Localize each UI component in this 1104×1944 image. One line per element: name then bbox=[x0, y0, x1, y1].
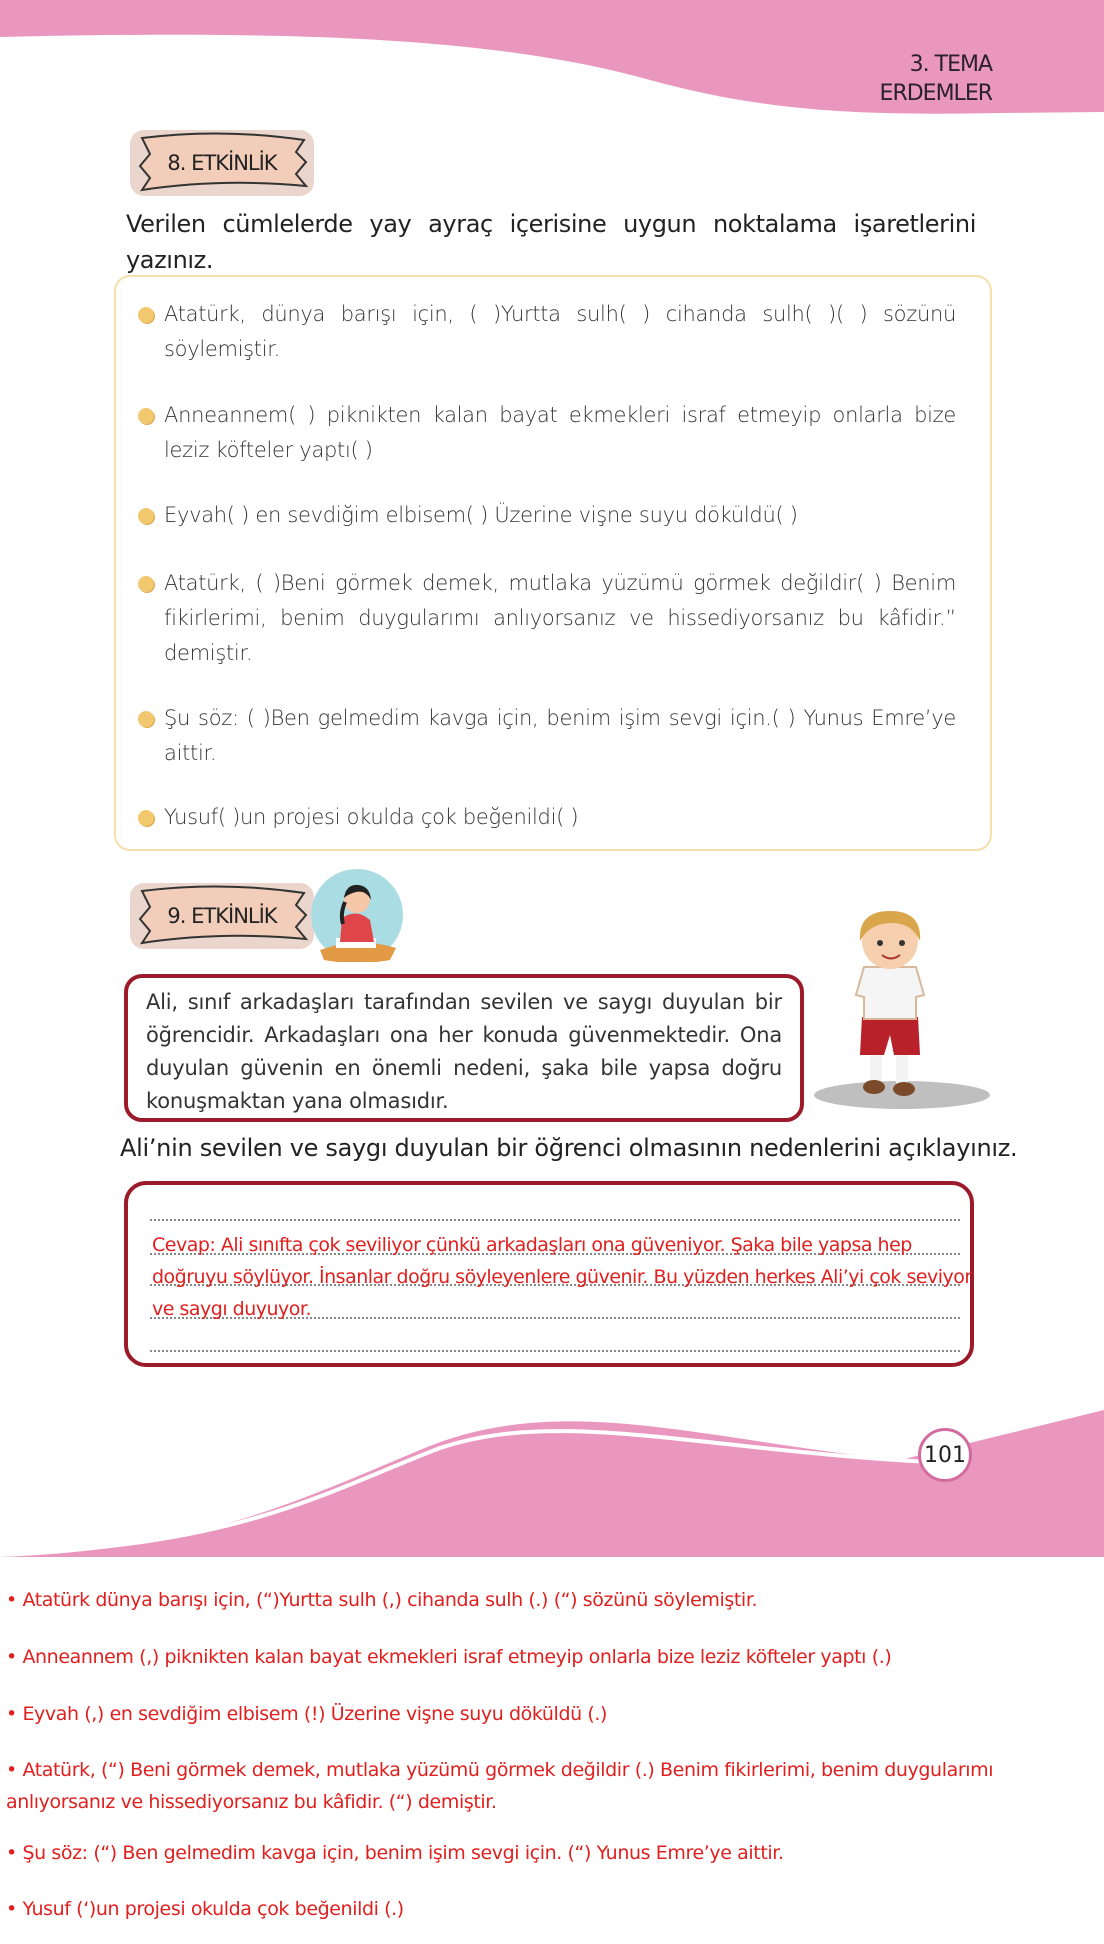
story-text: Ali, sınıf arkadaşları tarafından sevilen ve saygı duyulan bir öğrencidir. Arkadaşları ona her konuda güvenmektedir. Ona duyulan güvenin en önemli nedeni, şaka bile yapsa doğru konuşmaktan yana olmasıdır. bbox=[146, 990, 782, 1113]
theme-name: ERDEMLER bbox=[879, 81, 992, 106]
answer-key-item: • Atatürk dünya barışı için, (“)Yurtta sulh (,) cihanda sulh (.) (“) sözünü söylemiştir. bbox=[6, 1589, 758, 1611]
list-item bbox=[164, 800, 956, 835]
list-item bbox=[164, 297, 956, 367]
activity-8-instruction: Verilen cümlelerde yay ayraç içerisine uygun noktalama işaretlerini yazınız. bbox=[126, 210, 976, 274]
answer-key-item: • Yusuf (‘)un projesi okulda çok beğenildi (.) bbox=[6, 1898, 404, 1920]
dotted-line bbox=[150, 1219, 960, 1221]
bullet-icon bbox=[138, 576, 154, 592]
item-text: Atatürk, dünya barışı için, ( )Yurtta sulh( ) cihanda sulh( )( ) sözünü söylemiştir. bbox=[164, 302, 956, 361]
item-text: Şu söz: ( )Ben gelmedim kavga için, benim işim sevgi için.( ) Yunus Emre’ye aittir. bbox=[164, 706, 956, 765]
activity-9-badge bbox=[128, 881, 316, 951]
item-text: Yusuf( )un projesi okulda çok beğenildi( ) bbox=[164, 805, 579, 829]
answer-key-item: • Anneannem (,) piknikten kalan bayat ekmekleri israf etmeyip onlarla bize leziz köfteler yaptı (.) bbox=[6, 1646, 892, 1668]
activity-8-badge bbox=[128, 128, 316, 198]
bullet-icon bbox=[138, 508, 154, 524]
page-number: 101 bbox=[918, 1428, 972, 1482]
answer-box[interactable] bbox=[124, 1181, 974, 1367]
activity-8-sentence-box bbox=[114, 275, 992, 851]
answer-key-item: • Atatürk, (“) Beni görmek demek, mutlaka yüzümü görmek değildir (.) Benim fikirlerimi, benim duygularımı anlıyorsanız ve hissediyorsanız bu kâfidir. (“) demiştir. bbox=[6, 1759, 994, 1813]
bullet-icon bbox=[138, 711, 154, 727]
answer-text: Cevap: Ali sınıfta çok seviliyor çünkü arkadaşları ona güveniyor. Şaka bile yapsa hep doğruyu söylüyor. İnsanlar doğru söyleyenlere güvenir. Bu yüzden herkes Ali’yi çok seviyor ve saygı duyuyor. bbox=[152, 1234, 972, 1320]
list-item bbox=[164, 498, 956, 533]
answer-key-item: • Eyvah (,) en sevdiğim elbisem (!) Üzerine vişne suyu döküldü (.) bbox=[6, 1703, 608, 1725]
bullet-icon bbox=[138, 408, 154, 424]
list-item bbox=[164, 701, 956, 771]
item-text: Atatürk, ( )Beni görmek demek, mutlaka yüzümü görmek değildir( ) Benim fikirlerimi, benim duygularımı anlıyorsanız ve hissediyorsanız bu kâfidir.” demiştir. bbox=[164, 571, 956, 665]
item-text: Anneannem( ) piknikten kalan bayat ekmekleri israf etmeyip onlarla bize leziz köfteler yaptı( ) bbox=[164, 403, 956, 462]
theme-number: 3. TEMA bbox=[909, 52, 992, 77]
activity-9-question: Ali’nin sevilen ve saygı duyulan bir öğrenci olmasının nedenlerini açıklayınız. bbox=[120, 1134, 1018, 1162]
story-box bbox=[124, 974, 804, 1122]
dotted-line bbox=[150, 1350, 960, 1352]
item-text: Eyvah( ) en sevdiğim elbisem( ) Üzerine vişne suyu döküldü( ) bbox=[164, 503, 798, 527]
activity-9-label: 9. ETKİNLİK bbox=[167, 904, 277, 928]
list-item bbox=[164, 566, 956, 671]
activity-8-label: 8. ETKİNLİK bbox=[167, 151, 277, 175]
girl-writing-illustration bbox=[310, 868, 404, 962]
bullet-icon bbox=[138, 307, 154, 323]
list-item bbox=[164, 398, 956, 468]
bullet-icon bbox=[138, 810, 154, 826]
answer-key-item: • Şu söz: (“) Ben gelmedim kavga için, benim işim sevgi için. (“) Yunus Emre’ye aittir. bbox=[6, 1842, 784, 1864]
boy-illustration bbox=[812, 905, 992, 1110]
